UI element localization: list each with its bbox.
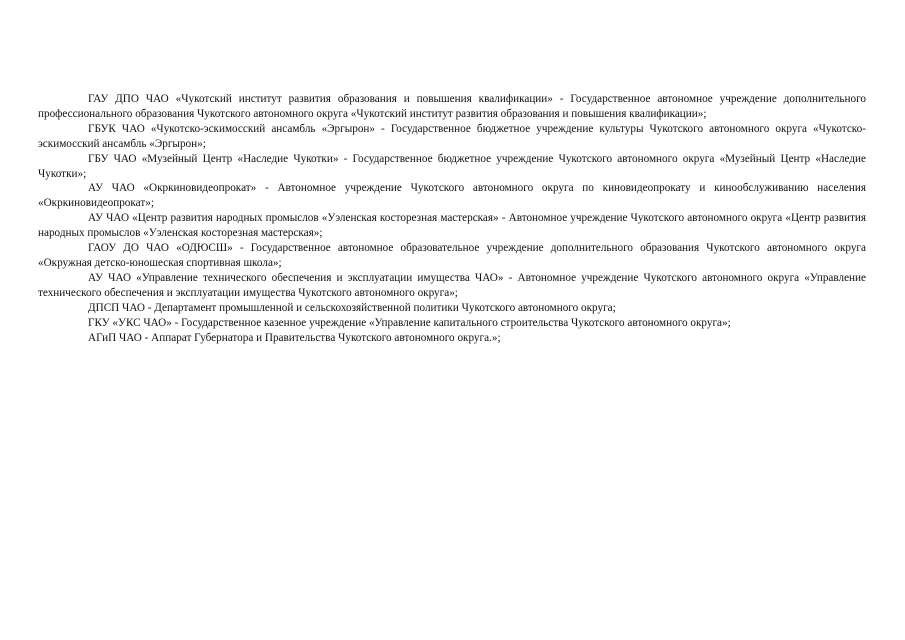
abbreviation-entry-au-okrkinovideoprokat: АУ ЧАО «Окркиновидеопрокат» - Автономное учреждение Чукотского автономного округа по киновидеопрокату и кинообслуживанию населения «Окркиновидеопрокат»; (38, 182, 866, 210)
abbreviation-entry-gau-dpo-chiroipk: ГАУ ДПО ЧАО «Чукотский институт развития образования и повышения квалификации» - Государственное автономное учреждение дополнительного профессионального образования Чукотского автономного округа «Чукотский институт развития образования и повышения квалификации»; (38, 93, 866, 120)
document-page (38, 92, 866, 345)
abbreviation-entry-gbuk-ergyron: ГБУК ЧАО «Чукотско-эскимосский ансамбль «Эргырон» - Государственное бюджетное учреждение культуры Чукотского автономного округа «Чукотско-эскимосский ансамбль «Эргырон»; (38, 122, 866, 150)
abbreviation-entry-au-utoei: АУ ЧАО «Управление технического обеспечения и эксплуатации имущества ЧАО» - Автономное учреждение Чукотского автономного округа «Управление технического обеспечения и эксплуатации имущества Чукотского автономного округа»; (38, 271, 866, 299)
abbreviation-entry-agip: АГиП ЧАО - Аппарат Губернатора и Правительства Чукотского автономного округа.»; (88, 331, 501, 344)
abbreviation-entry-gbu-museum-center: ГБУ ЧАО «Музейный Центр «Наследие Чукотки» - Государственное бюджетное учреждение Чукотского автономного округа «Музейный Центр «Наследие Чукотки»; (38, 152, 866, 180)
abbreviation-entry-au-uelen-workshop: АУ ЧАО «Центр развития народных промыслов «Уэленская косторезная мастерская» - Автономное учреждение Чукотского автономного округа «Центр развития народных промыслов «Уэленская косторезная мастерская»; (38, 212, 866, 240)
abbreviation-entry-gku-uks: ГКУ «УКС ЧАО» - Государственное казенное учреждение «Управление капитального строительства Чукотского автономного округа»; (88, 316, 731, 329)
abbreviation-entry-gaou-odyussh: ГАОУ ДО ЧАО «ОДЮСШ» - Государственное автономное образовательное учреждение дополнительного образования Чукотского автономного округа «Окружная детско-юношеская спортивная школа»; (38, 242, 866, 269)
abbreviation-entry-dpsp: ДПСП ЧАО - Департамент промышленной и сельскохозяйственной политики Чукотского автономного округа; (88, 301, 616, 314)
